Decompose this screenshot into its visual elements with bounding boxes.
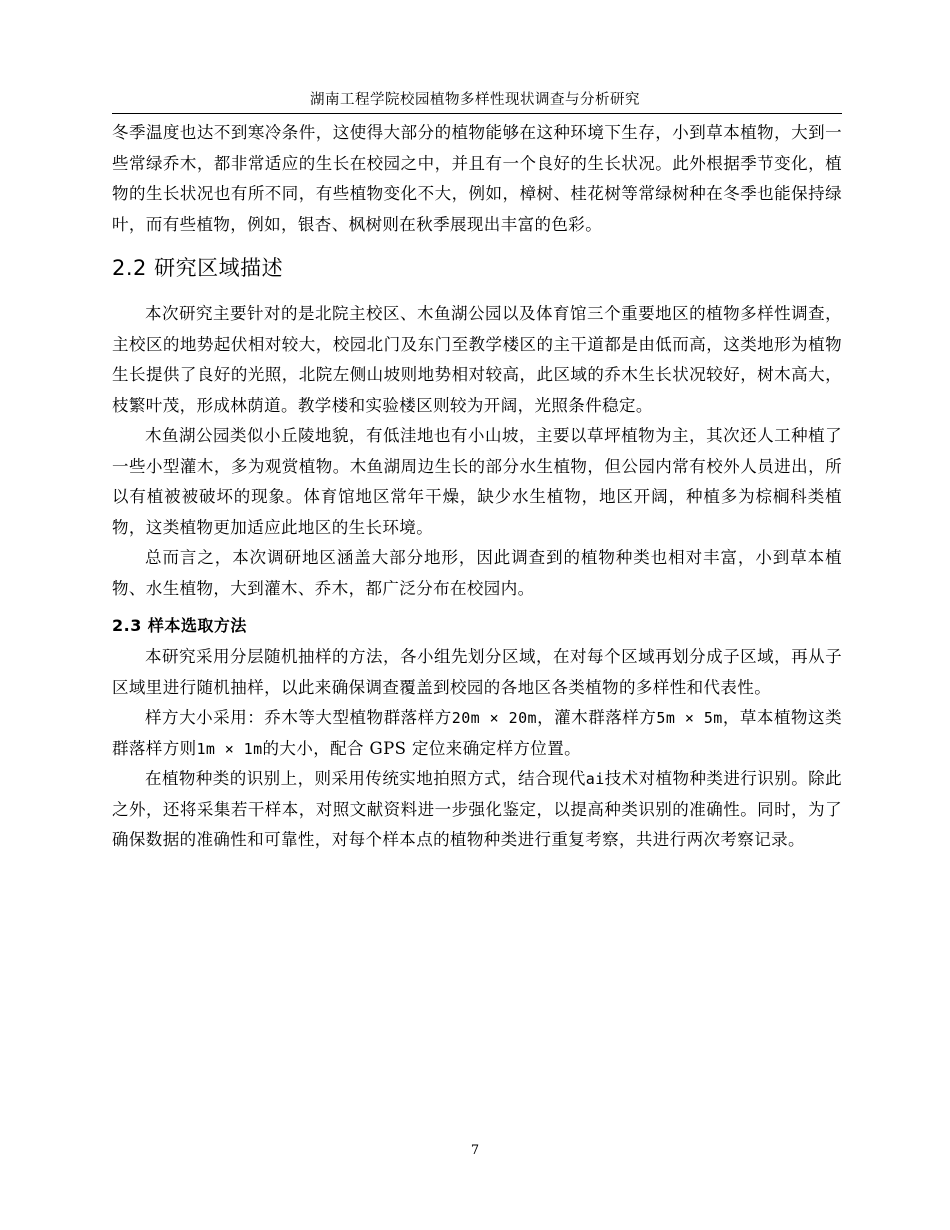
continuation-paragraph: 冬季温度也达不到寒冷条件，这使得大部分的植物能够在这种环境下生存，小到草本植物，大到一些常绿乔木，都非常适应的生长在校园之中，并且有一个良好的生长状况。此外根据季节变化，植物的生长状况也有所不同，有些植物变化不大，例如，樟树、桂花树等常绿树种在冬季也能保持绿叶，而有些植物，例如，银杏、枫树则在秋季展现出丰富的色彩。 — [112, 123, 842, 234]
text-run: 技术对植物种类进行识别。除此之外，还将采集若干样本，对照文献资料进一步强化鉴定，以提高种类识别的准确性。同时，为了确保数据的准确性和可靠性，对每个样本点的植物种类进行重复考察，共进行两次考察记录。 — [112, 769, 842, 849]
paragraph: 木鱼湖公园类似小丘陵地貌，有低洼地也有小山坡，主要以草坪植物为主，其次还人工种植了一些小型灌木，多为观赏植物。木鱼湖周边生长的部分水生植物，但公园内常有校外人员进出，所以有植被被破坏的现象。体育馆地区常年干燥，缺少水生植物，地区开阔，种植多为棕榈科类植物，这类植物更加适应此地区的生长环境。 — [112, 426, 842, 537]
text-run: 在植物种类的识别上，则采用传统实地拍照方式，结合现代 — [145, 769, 586, 788]
text-run: ，草本植物这类群落样方则 — [112, 708, 842, 758]
text-run: 5m × 5m — [656, 709, 723, 727]
page-body — [112, 118, 842, 856]
text-run: 20m × 20m — [451, 709, 537, 727]
paragraph-identification — [112, 764, 842, 856]
page-number: 7 — [470, 1143, 480, 1158]
text-run: ai — [585, 770, 605, 788]
section-heading-2-2: 2.2 研究区域描述 — [112, 256, 284, 280]
paragraph: 本研究采用分层随机抽样的方法，各小组先划分区域，在对每个区域再划分成子区域，再从子区域里进行随机抽样，以此来确保调查覆盖到校园的各地区各类植物的多样性和代表性。 — [112, 647, 842, 697]
text-run: 的大小，配合 GPS 定位来确定样方位置。 — [262, 738, 581, 758]
text-run: ，灌木群落样方 — [536, 708, 657, 727]
running-header: 湖南工程学院校园植物多样性现状调查与分析研究 — [310, 92, 640, 108]
text-run: 样方大小采用：乔木等大型植物群落样方 — [145, 708, 452, 727]
header-rule — [112, 113, 842, 114]
paragraph-sample-size — [112, 703, 842, 764]
text-run: 1m × 1m — [196, 739, 263, 758]
section-heading-2-3: 2.3 样本选取方法 — [112, 616, 247, 635]
paragraph: 总而言之，本次调研地区涵盖大部分地形，因此调查到的植物种类也相对丰富，小到草本植物、水生植物，大到灌木、乔木，都广泛分布在校园内。 — [112, 548, 842, 598]
paragraph: 本次研究主要针对的是北院主校区、木鱼湖公园以及体育馆三个重要地区的植物多样性调查，主校区的地势起伏相对较大，校园北门及东门至教学楼区的主干道都是由低而高，这类地形为植物生长提供了良好的光照，北院左侧山坡则地势相对较高，此区域的乔木生长状况较好，树木高大，枝繁叶茂，形成林荫道。教学楼和实验楼区则较为开阔，光照条件稳定。 — [112, 304, 842, 415]
